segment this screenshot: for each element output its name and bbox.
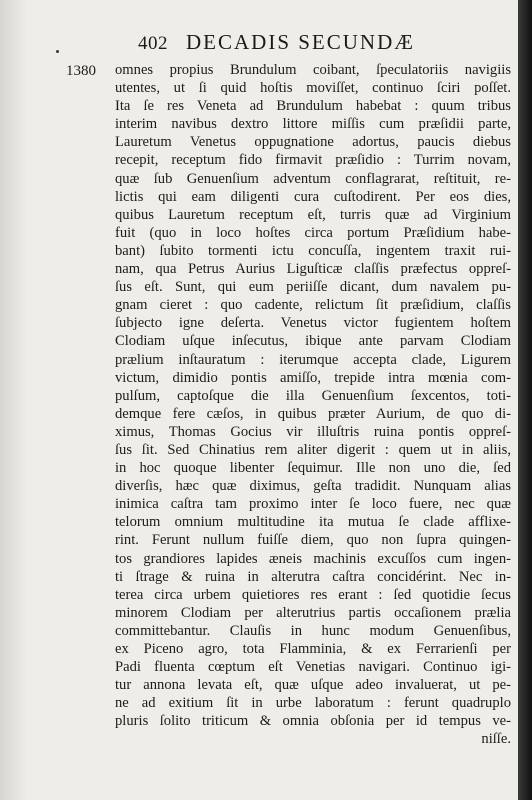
text-line: tos grandiores lapides æneis machinis excuſſos cum ingen- bbox=[115, 550, 511, 567]
running-head: DECADIS SECUNDÆ bbox=[186, 30, 415, 54]
text-line: omnes propius Brundulum coibant, ſpeculatoriis navigiis bbox=[115, 62, 511, 78]
text-line: gnam cieret : quo cadente, relictum ſit præſidium, claſſis bbox=[115, 297, 511, 314]
text-line: telorum omnium multitudine ita mutua ſe clade afflixe- bbox=[115, 514, 511, 531]
text-line: committebantur. Clauſis in hunc modum Genuenſibus, bbox=[115, 622, 511, 639]
text-line: Ita ſe res Veneta ad Brundulum habebat : quum tribus bbox=[115, 98, 511, 115]
page-number: 402 bbox=[138, 33, 168, 54]
text-line: Lauretum Venetus oppugnatione adortus, paucis diebus bbox=[115, 134, 511, 151]
text-line: fuit (quo in loco hoſtes circa portum Præſidium habe- bbox=[115, 224, 511, 241]
text-line: interim navibus dextro littore miſſis cum præſidii parte, bbox=[115, 116, 511, 133]
page-edge bbox=[518, 0, 532, 800]
text-line: inimica caſtra tam proximo inter ſe loco fuere, nec quæ bbox=[115, 496, 511, 513]
text-line: victum, dimidio pontis amiſſo, trepide intra mœnia com- bbox=[115, 369, 511, 386]
text-line: ſus eſt. Sunt, qui eum periiſſe dicant, dum navalem pu- bbox=[115, 279, 511, 296]
text-line-final: niſſe. bbox=[481, 731, 511, 748]
text-line: lictis qui eam diligenti cura cuſtodirent. Per eos dies, bbox=[115, 188, 511, 205]
text-line: pluris ſolito triticum & omnia obſonia per id tempus ve- bbox=[115, 713, 511, 730]
text-line: pulſum, captoſque die illa Genuenſium ſexcentos, toti- bbox=[115, 387, 511, 404]
text-line: ſus ſit. Sed Chinatius rem aliter digerit : quem ut in aliis, bbox=[115, 441, 511, 458]
text-line: Padi fluenta cœptum eſt Venetias navigari. Continuo igi- bbox=[115, 659, 511, 676]
gutter-shadow bbox=[0, 0, 28, 800]
text-line: terea circa urbem quietiores res erant : ſed quotidie ſecus bbox=[115, 586, 511, 603]
text-line: diverſis, hæc quæ diximus, geſta tradidit. Nunquam alias bbox=[115, 478, 511, 495]
margin-year-note: 1380 bbox=[66, 63, 96, 79]
text-line: demque fere cæſos, in quibus præter Aurium, de quo di- bbox=[115, 405, 511, 422]
text-line: tur annona levata eſt, quæ uſque adeo invaluerat, ut pe- bbox=[115, 677, 511, 694]
text-line: prælium inſtauratum : iterumque accepta clade, Ligurem bbox=[115, 351, 511, 368]
text-line: ne ad exitium ſit in urbe laboratum : ferunt quadruplo bbox=[115, 695, 511, 712]
text-line: in hoc quoque libenter ſequimur. Ille non uno die, ſed bbox=[115, 460, 511, 477]
text-line: quæ ſub Genuenſium adventum conflagrarat, reſtituit, re- bbox=[115, 170, 511, 187]
text-line: ti ſtrage & ruina in alterutra caſtra concidérint. Nec in- bbox=[115, 568, 511, 585]
ink-speck bbox=[56, 50, 59, 53]
text-line: recepit, receptum fido firmavit præſidio : Turrim novam, bbox=[115, 152, 511, 169]
text-line: ex Piceno agro, tota Flamminia, & ex Ferrarienſi per bbox=[115, 641, 511, 657]
text-line: ſubjecto igne deſerta. Venetus victor fugientem hoſtem bbox=[115, 315, 511, 332]
text-line: Clodiam uſque inſecutus, ibique ante parvam Clodiam bbox=[115, 333, 511, 350]
text-line: ximus, Thomas Gocius vir illuſtris ruina pontis oppreſ- bbox=[115, 423, 511, 440]
body-text bbox=[115, 61, 511, 749]
text-line: nam, qua Petrus Aurius Liguſticæ claſſis præfectus oppreſ- bbox=[115, 261, 511, 278]
text-line: utentes, ut ſi quid hoſtis moviſſet, continuo ſciri poſſet. bbox=[115, 80, 511, 97]
text-line: minorem Clodiam per alterutrius partis occaſionem prælia bbox=[115, 604, 511, 621]
page-header bbox=[138, 30, 415, 56]
text-line: bant) ſubito tormenti ictu concuſſa, ingentem traxit rui- bbox=[115, 242, 511, 259]
text-line: quibus Lauretum receptum eſt, turris quæ ad Virginium bbox=[115, 206, 511, 223]
text-line: rint. Ferunt nullum fuiſſe diem, quo non ſupra quingen- bbox=[115, 532, 511, 549]
